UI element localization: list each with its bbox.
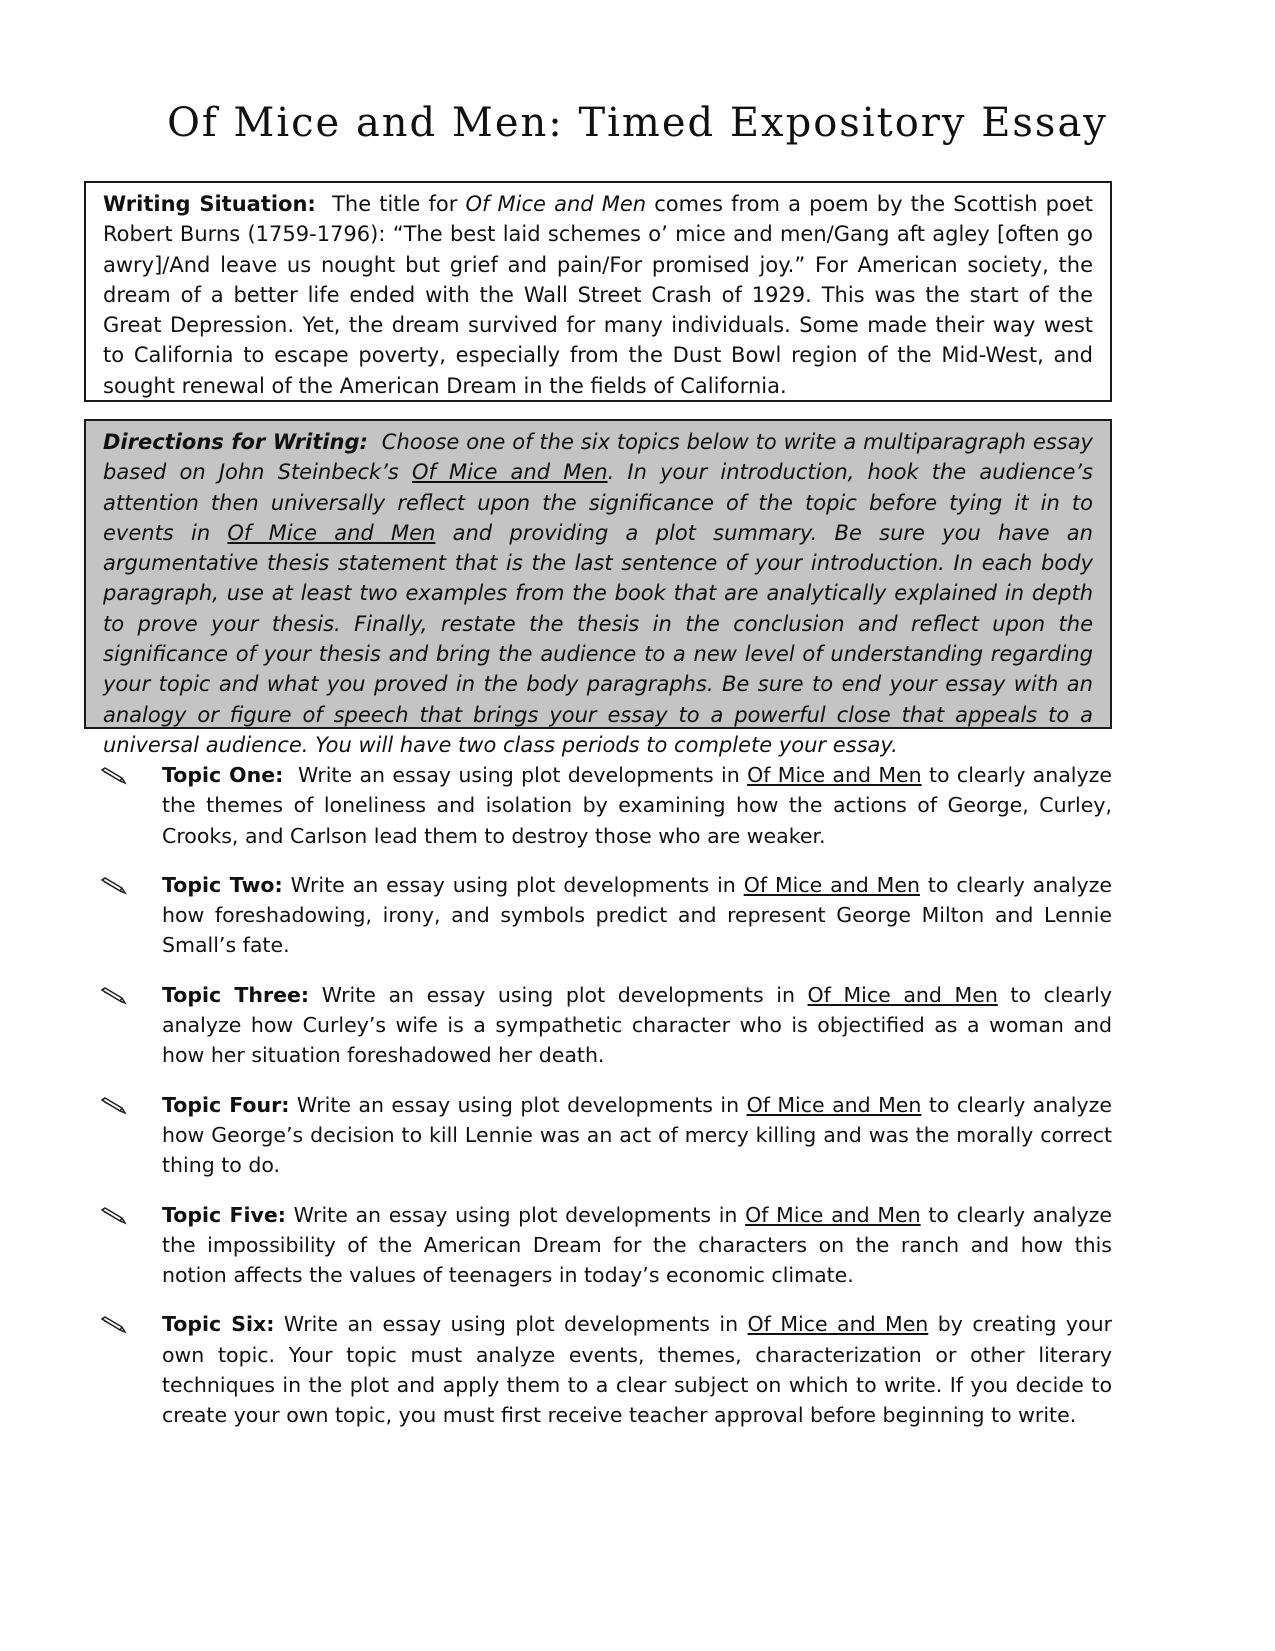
topic-book-title: Of Mice and Men	[747, 1312, 929, 1337]
topic-text-after: to clearly analyze how foreshadowing, irony, and symbols predict and represent George Milton and Lennie Small’s fate.	[162, 872, 1112, 958]
directions-book-title-1: Of Mice and Men	[411, 460, 608, 485]
topic-text-after: by creating your own topic. Your topic must analyze events, themes, characterization or other literary techniques in the plot and apply them to a clear subject on which to write. If you decide to create your own topic, you must first receive teacher approval before beginning to write.	[162, 1312, 1113, 1428]
pencil-icon	[100, 877, 128, 895]
writing-situation-text-2: comes from a poem by the Scottish poet Robert Burns (1759-1796): “The best laid schemes o’ mice and men/Gang aft agley [often go awry]/And leave us nought but grief and pain/For promised joy.” For American society, the dream of a better life ended with the Wall Street Crash of 1929. This was the start of the Great Depression. Yet, the dream survived for many individuals. Some made their way west to California to escape poverty, especially from the Dust Bowl region of the Mid-West, and sought renewal of the American Dream in the fields of California.	[103, 192, 1094, 398]
topic-text-after: to clearly analyze how George’s decision to kill Lennie was an act of mercy killing and was the morally correct thing to do.	[162, 1092, 1112, 1178]
topic-item	[100, 1090, 1112, 1181]
topic-label: Topic One:	[162, 763, 284, 787]
directions-text-3: and providing a plot summary. Be sure you have an argumentative thesis statement that is the last sentence of your introduction. In each body paragraph, use at least two examples from the book that are analytically explained in depth to prove your thesis. Finally, restate the thesis in the conclusion and reflect upon the significance of your thesis and bring the audience to a new level of understanding regarding your topic and what you proved in the body paragraphs. Be sure to end your essay with an analogy or figure of speech that brings your essay to a powerful close that appeals to a universal audience. You will have two class periods to complete your essay.	[103, 520, 1093, 757]
topic-text-before: Write an essay using plot developments in	[309, 982, 808, 1007]
topic-item	[100, 980, 1112, 1071]
topic-book-title: Of Mice and Men	[745, 1202, 921, 1227]
topic-book-title: Of Mice and Men	[747, 763, 922, 787]
topic-text-after: to clearly analyze how Curley’s wife is a sympathetic character who is objectified as a woman and how her situation foreshadowed her death.	[162, 982, 1113, 1068]
topic-item	[100, 1309, 1112, 1430]
topic-book-title: Of Mice and Men	[743, 872, 920, 897]
topic-label: Topic Four:	[162, 1092, 290, 1117]
pencil-icon	[100, 1316, 128, 1334]
topic-item	[100, 760, 1112, 851]
topic-text-before: Write an essay using plot developments in	[289, 1092, 747, 1117]
topic-list	[100, 760, 1112, 1449]
topic-label: Topic Six:	[162, 1312, 275, 1337]
topic-book-title: Of Mice and Men	[746, 1092, 922, 1117]
directions-text-1: Choose one of the six topics below to write a multiparagraph essay based on John Steinbeck’s	[103, 430, 1100, 485]
pencil-icon	[100, 987, 128, 1005]
writing-situation-text-1: The title for	[315, 192, 466, 216]
directions-text-2: . In your introduction, hook the audience’s attention then universally reflect upon the significance of the topic before tying it in to events in	[103, 460, 1093, 545]
topic-label: Topic Two:	[162, 872, 283, 897]
directions-box	[84, 419, 1112, 757]
topic-label: Topic Three:	[162, 982, 310, 1007]
directions-paragraph	[103, 427, 1100, 760]
writing-situation-box	[84, 181, 1112, 402]
topic-text-before: Write an essay using plot developments in	[283, 763, 748, 787]
writing-situation-label: Writing Situation:	[103, 192, 316, 216]
topic-item	[100, 1200, 1112, 1291]
directions-label: Directions for Writing:	[103, 430, 368, 454]
directions-book-title-2: Of Mice and Men	[227, 520, 436, 545]
topic-label: Topic Five:	[162, 1202, 286, 1227]
pencil-icon	[100, 1097, 128, 1115]
topic-text-after: to clearly analyze the themes of loneliness and isolation by examining how the actions of George, Curley, Crooks, and Carlson lead them to destroy those who are weaker.	[162, 763, 1112, 848]
topic-book-title: Of Mice and Men	[807, 982, 998, 1007]
page-title: Of Mice and Men: Timed Expository Essay	[167, 100, 1108, 146]
topic-text-before: Write an essay using plot developments in	[274, 1312, 748, 1337]
pencil-icon	[100, 1207, 128, 1225]
pencil-icon	[100, 767, 128, 785]
writing-situation-book-title: Of Mice and Men	[465, 192, 647, 216]
topic-text-before: Write an essay using plot developments in	[282, 872, 744, 897]
topic-text-before: Write an essay using plot developments in	[286, 1202, 746, 1227]
topic-text-after: to clearly analyze the impossibility of the American Dream for the characters on the ranch and how this notion affects the values of teenagers in today’s economic climate.	[162, 1202, 1112, 1288]
topic-item	[100, 870, 1112, 961]
writing-situation-paragraph	[103, 189, 1093, 401]
